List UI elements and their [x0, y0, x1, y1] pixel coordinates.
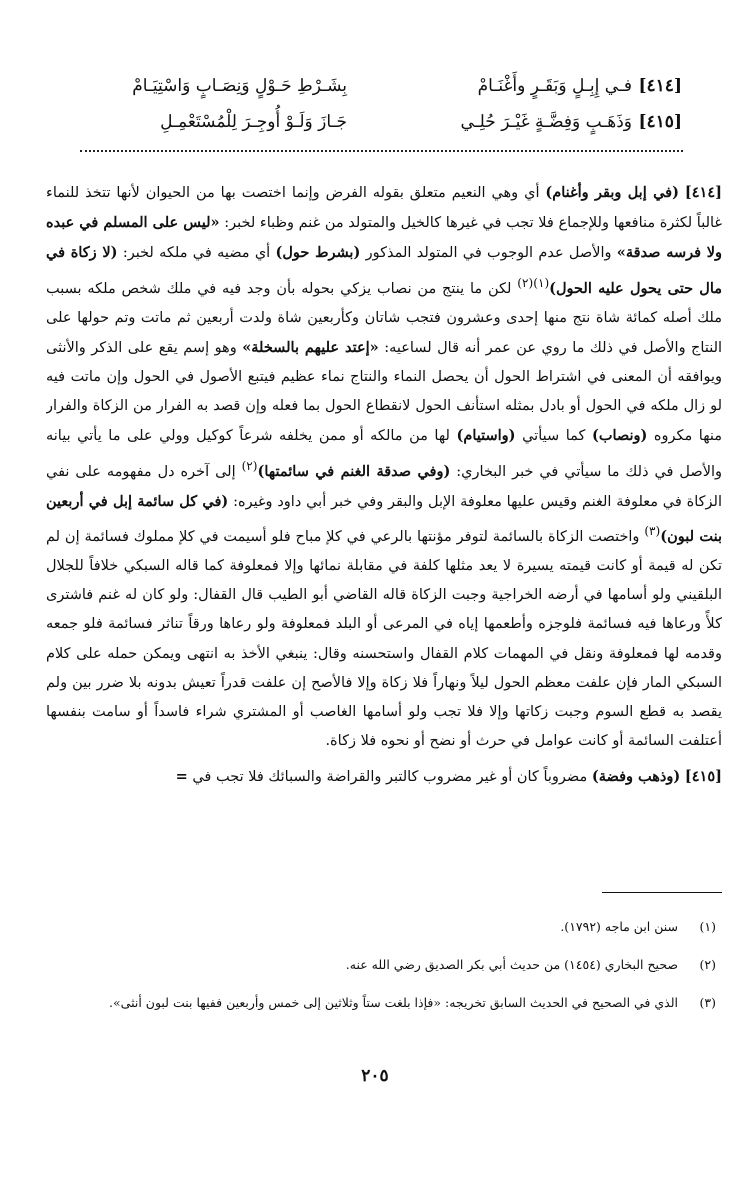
footnote-1 [40, 912, 716, 942]
footnote-2 [40, 950, 716, 980]
commentary-text: لها من مالكه أو ممن يخلفه شرعاً كوكيل وولي على ما يأتي بيانه والأصل في ذلك ما سيأتي في خبر البخاري: [46, 428, 722, 480]
footnote-ref: (١)(٢) [517, 275, 550, 290]
commentary-text: أي وهي النعيم متعلق بقوله الفرض وإنما اختصت بها من الحيوان لأنها تتخذ للنماء غالباً لكثرة منافعها وللإجماع فلا تجب في غيرها كالخيل والمتولد من غنم وظباء لخبر: [46, 185, 722, 232]
footnotes [40, 912, 716, 1026]
verse-number: [٤١٥] [638, 112, 682, 132]
verse-number: [٤١٤] [638, 76, 682, 96]
footnote-ref: (٣) [644, 523, 661, 538]
footnote-text: صحيح البخاري (١٤٥٤) من حديث أبي بكر الصديق رضي الله عنه. [345, 957, 679, 972]
commentary-text: واختصت الزكاة بالسائمة لتوفر مؤنتها بالرعي في كلإ مباح فلو أسيمت في كلإ مملوك فسائمة إن لم تكن له قيمة أو كانت قيمته يسيرة لا يعد مثلها كلفة في مقابلة نمائها وإلا فمعلوفة كما قاله السبكي خلافاً للجلال البلقيني ولو أسامها في أرضه الخراجية وجبت الزكاة قاله القاضي أبو الطيب قال القفال: ولو كان له غنم فاشترى كلأً ورعاها فيه فسائمة فلوجزه وأطعمها إياه في المرعى أو البلد فمعلوفة ولو رعاها ورقاً تناثر فسائمة فلو جمعه وقدمه لها فمعلوفة ونقل في المهمات كلام القفال واستحسنه وقال: ينبغي الأخذ به انتهى ويمكن حمله على كلام السبكي المار فإن علفت معظم الحول ليلاً ونهاراً فلا زكاة وإلا فالأصح إن علفت قدراً تعيش بدونه بلا ضرر بين ولم يقصد به قطع السوم وجبت زكاتها وإلا فلا تجب ولو أسامها الغاصب أو المشتري شراء فاسداً أو سامت بنفسها أعتلفت السائمة أو كانت عوامل في حرث أو نضح أو نحوه فلا زكاة. [46, 528, 722, 750]
hadith-quote: (في كل سائمة إبل في أربعين بنت لبون) [46, 492, 722, 545]
footnote-number: (٣) [699, 995, 716, 1010]
footnote-ref: (٢) [241, 458, 258, 473]
matn-quote: (وذهب وفضة) [591, 768, 681, 786]
matn-quote: (ونصاب) [591, 427, 648, 445]
commentary-text: وهو إسم يقع على الذكر والأنثى ويوافقه أن المعنى في اشتراط الحول أن يحصل النماء والنتاج نماء عظيم فيتبع الأصول في الحول وإن ماتت فيه لو زال ملكه في الحول أو بادل بمثله استأنف الحول لانقطاع الحول بما فعله وإن قصد به الفرار من الزكاة والفرار منها مكروه [46, 339, 722, 445]
commentary-body [46, 178, 722, 868]
matn-quote: (في إبل وبقر وأغنام) [545, 184, 679, 201]
footnote-number: (٢) [699, 957, 716, 972]
verse-hemistich-first: فـي إِبِـلٍ وَبَقَـرٍ وأَغْنَـامْ [477, 76, 632, 96]
footnote-3 [40, 988, 716, 1018]
paragraph-number: [٤١٤] [684, 184, 722, 201]
verse-hemistich-second: جَـازَ وَلَـوْ أُوجِـرَ لِلْمُسْتَعْمِـلِ [160, 112, 347, 132]
matn-quote: (بشرط حول) [275, 244, 361, 262]
hadith-quote: (وفي صدقة الغنم في سائمتها) [257, 462, 451, 480]
verse-414 [82, 68, 682, 104]
footnote-number: (١) [699, 919, 716, 934]
dotted-separator [80, 150, 683, 152]
hadith-quote: (لا زكاة في مال حتى يحول عليه الحول) [46, 244, 722, 297]
athar-quote: «إعتد عليهم بالسخلة» [242, 338, 379, 356]
commentary-text: أي مضيه في ملكه لخبر: [122, 245, 271, 262]
hadith-quote: «ليس على المسلم في عبده ولا فرسه صدقة» [46, 214, 722, 262]
verse-hemistich-first: وَذَهَـبٍ وَفِضَّـةٍ غَيْـرَ حُلِـي [460, 112, 632, 132]
commentary-text: إلى آخره دل مفهومه على نفي الزكاة في معلوفة الغنم وقيس عليها معلوفة الإبل والبقر وفي خبر أبي داود وغيره: [46, 463, 722, 510]
paragraph-number: [٤١٥] [684, 768, 722, 786]
verse-block [82, 68, 682, 140]
commentary-text: والأصل عدم الوجوب في المتولد المذكور [365, 245, 612, 262]
footnote-text: سنن ابن ماجه (١٧٩٢). [560, 919, 679, 934]
verse-415 [82, 104, 682, 140]
commentary-paragraph-415 [46, 762, 722, 792]
matn-quote: (واستيام) [456, 427, 516, 445]
footnote-text: الذي في الصحيح في الحديث السابق تخريجه: «فإذا بلغت ستاً وثلاثين إلى خمس وأربعين ففيها بنت لبون أنثى». [109, 995, 679, 1010]
commentary-text: كما سيأتي [522, 428, 586, 445]
commentary-text: مضروباً كان أو غير مضروب كالتبر والقراضة والسبائك فلا تجب في [192, 769, 588, 786]
commentary-paragraph-414 [46, 178, 722, 756]
commentary-text: لكن ما ينتج من نصاب يزكي بحوله بأن وجد فيه في ملك شخص ملكه بسبب ملك أصله كمائة شاة نتج منها إحدى وعشرون فتجب شاتان وكأربعين شاة ولدت أربعين ثم ماتت وتم حولها على النتاج والأصل في ذلك ما روي عن عمر أنه قال لساعيه: [46, 280, 722, 356]
page-number: ٢٠٥ [361, 1066, 389, 1086]
continuation-mark: = [175, 768, 188, 786]
footnote-separator [602, 892, 722, 893]
verse-hemistich-second: بِشَـرْطِ حَـوْلٍ وَنِصَـابٍ وَاسْتِيَـامْ [132, 76, 347, 96]
